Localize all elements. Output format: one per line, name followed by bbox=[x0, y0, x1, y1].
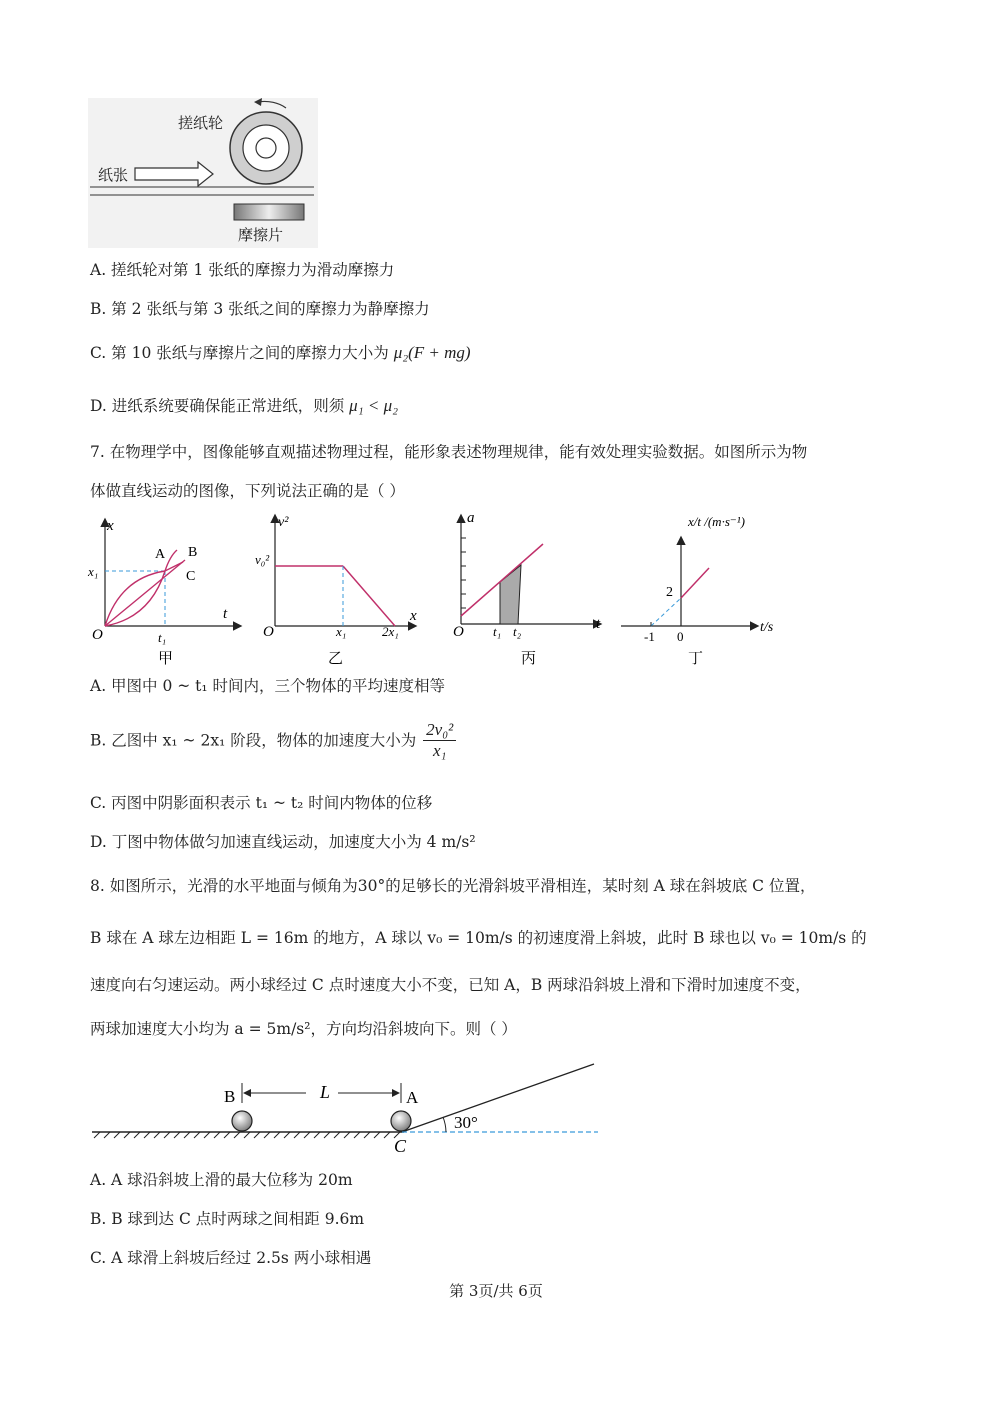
q8-line3: 速度向右匀速运动。两小球经过 C 点时速度大小不变，已知 A，B 两球沿斜坡上滑和下滑时加速度不变， bbox=[90, 976, 811, 994]
q7-option-b-numerator: 2v₀² bbox=[423, 720, 456, 741]
q8-line1: 8. 如图所示，光滑的水平地面与倾角为30°的足够长的光滑斜坡平滑相连，某时刻 A 球在斜坡底 C 位置， bbox=[90, 877, 816, 895]
q7-option-d: D. 丁图中物体做匀加速直线运动，加速度大小为 4 m/s² bbox=[90, 833, 476, 851]
q8-ball-a-label: A bbox=[406, 1088, 419, 1107]
ding-y-tick: 2 bbox=[666, 585, 673, 600]
q7-graphs bbox=[85, 508, 805, 673]
graph-bing bbox=[453, 510, 601, 667]
page-footer: 第 3页/共 6页 bbox=[449, 1282, 543, 1300]
q6-option-d bbox=[90, 396, 398, 416]
q7-option-b bbox=[90, 720, 458, 761]
bing-x-axis-label: t bbox=[596, 616, 601, 632]
graph-ding bbox=[621, 514, 774, 667]
q6-option-a: A. 搓纸轮对第 1 张纸的摩擦力为滑动摩擦力 bbox=[90, 261, 395, 279]
q6-option-d-text: D. 进纸系统要确保能正常进纸，则须 bbox=[90, 397, 345, 415]
pad-label: 摩擦片 bbox=[238, 226, 284, 244]
jia-x-axis-label: t bbox=[223, 606, 228, 622]
ding-x-tick-neg: -1 bbox=[644, 629, 655, 644]
q7-option-a: A. 甲图中 0 ~ t₁ 时间内，三个物体的平均速度相等 bbox=[90, 677, 446, 695]
ding-caption: 丁 bbox=[688, 651, 704, 667]
jia-origin: O bbox=[92, 627, 103, 643]
q8-line2: B 球在 A 球左边相距 L = 16m 的地方，A 球以 v₀ = 10m/s 的初速度滑上斜坡，此时 B 球也以 v₀ = 10m/s 的 bbox=[90, 929, 867, 947]
graph-yi bbox=[255, 515, 417, 667]
bing-caption: 丙 bbox=[521, 651, 537, 667]
yi-y-axis-label: v² bbox=[278, 515, 289, 530]
q8-option-b: B. B 球到达 C 点时两球之间相距 9.6m bbox=[90, 1210, 365, 1228]
jia-x-tick: t₁ bbox=[158, 630, 167, 645]
yi-origin: O bbox=[263, 624, 274, 640]
q8-line4: 两球加速度大小均为 a = 5m/s²，方向均沿斜坡向下。则（ ） bbox=[90, 1020, 517, 1038]
q7-option-b-text: B. 乙图中 x₁ ~ 2x₁ 阶段，物体的加速度大小为 bbox=[90, 731, 417, 750]
q7-option-b-fraction bbox=[423, 720, 456, 761]
ding-x-tick-zero: 0 bbox=[677, 629, 684, 644]
q8-distance-label: L bbox=[320, 1082, 331, 1102]
yi-y-tick: v₀² bbox=[255, 552, 270, 567]
q7-option-b-denominator: x₁ bbox=[432, 741, 447, 760]
jia-caption: 甲 bbox=[158, 651, 174, 667]
q6-option-c bbox=[90, 343, 471, 363]
jia-curve-b: B bbox=[188, 545, 198, 560]
bing-x-tick-2: t₂ bbox=[513, 624, 522, 639]
bing-origin: O bbox=[453, 624, 464, 640]
graph-jia bbox=[87, 518, 240, 667]
q8-option-c: C. A 球滑上斜坡后经过 2.5s 两小球相遇 bbox=[90, 1249, 372, 1267]
jia-y-axis-label: x bbox=[107, 518, 114, 534]
yi-x-axis-label: x bbox=[410, 608, 417, 624]
q8-ball-b-label: B bbox=[224, 1087, 236, 1106]
q6-option-c-text: C. 第 10 张纸与摩擦片之间的摩擦力大小为 bbox=[90, 344, 389, 362]
paper-label: 纸张 bbox=[98, 166, 129, 184]
q8-figure bbox=[88, 1058, 608, 1158]
yi-caption: 乙 bbox=[328, 651, 344, 667]
q7-stem-line1: 7. 在物理学中，图像能够直观描述物理过程，能形象表述物理规律，能有效处理实验数据。如图所示为物 bbox=[90, 443, 808, 461]
q6-option-b: B. 第 2 张纸与第 3 张纸之间的摩擦力为静摩擦力 bbox=[90, 300, 430, 318]
yi-x-tick-1: x₁ bbox=[336, 624, 347, 639]
ding-y-axis-label: x/t /(m·s⁻¹) bbox=[688, 514, 745, 529]
q8-angle-label: 30° bbox=[454, 1113, 478, 1132]
jia-y-tick: x₁ bbox=[88, 564, 99, 579]
roller-label: 搓纸轮 bbox=[178, 114, 224, 132]
bing-y-axis-label: a bbox=[467, 510, 475, 526]
jia-curve-a: A bbox=[155, 547, 166, 562]
jia-curve-c: C bbox=[186, 569, 196, 584]
yi-x-tick-2: 2x₁ bbox=[382, 624, 399, 639]
q7-option-c: C. 丙图中阴影面积表示 t₁ ~ t₂ 时间内物体的位移 bbox=[90, 794, 433, 812]
q8-point-c-label: C bbox=[394, 1136, 407, 1156]
q6-option-c-math: μ₂(F + mg) bbox=[393, 343, 471, 362]
q6-option-d-math: μ₁ < μ₂ bbox=[349, 396, 399, 415]
paper-feed-figure bbox=[88, 98, 318, 248]
bing-x-tick-1: t₁ bbox=[493, 624, 502, 639]
q7-stem-line2: 体做直线运动的图像，下列说法正确的是（ ） bbox=[90, 482, 405, 500]
q8-option-a: A. A 球沿斜坡上滑的最大位移为 20m bbox=[90, 1171, 353, 1189]
ding-x-axis-label: t/s bbox=[760, 620, 774, 635]
